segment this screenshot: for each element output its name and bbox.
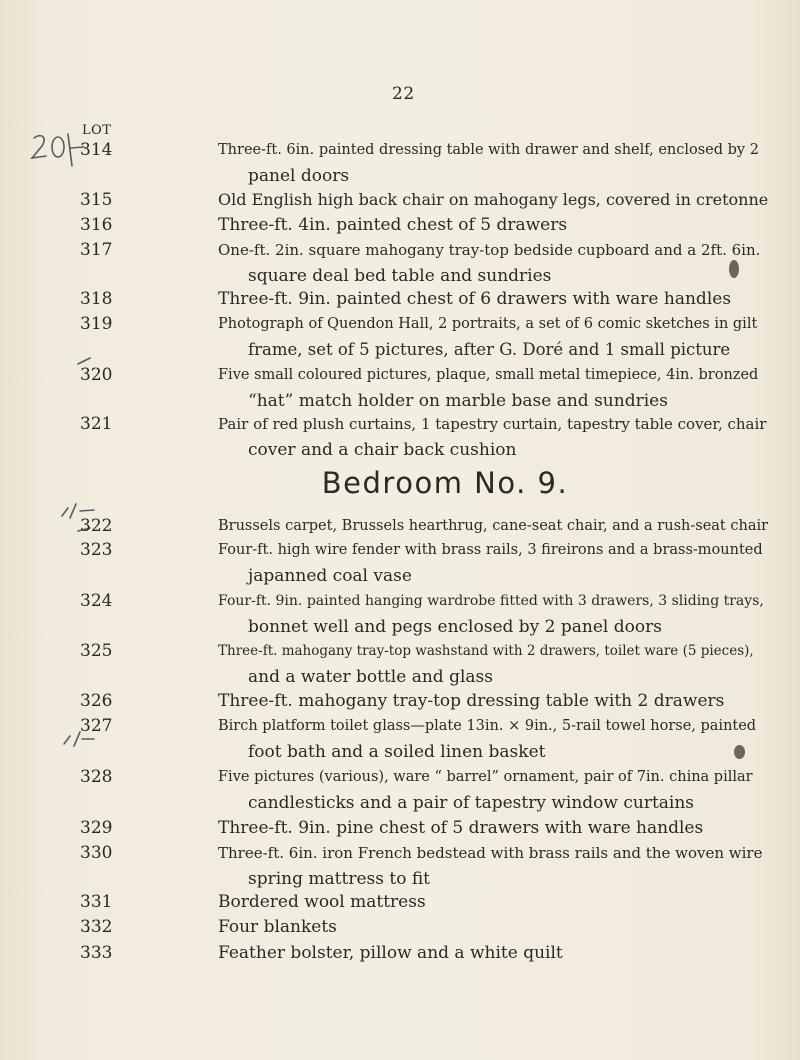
lot-description-line: japanned coal vase — [248, 566, 412, 586]
lot-description-line: Feather bolster, pillow and a white quilt — [218, 943, 563, 963]
lot-number: 329 — [80, 818, 113, 838]
lot-description — [218, 889, 770, 915]
lot-number: 328 — [80, 767, 113, 787]
lot-description — [218, 237, 770, 289]
lot-number: 326 — [80, 691, 113, 711]
lot-description — [218, 815, 770, 841]
lot-description-line: Three-ft. 9in. pine chest of 5 drawers with ware handles — [218, 818, 704, 838]
lot-description — [218, 537, 770, 589]
lot-number: 323 — [80, 540, 113, 560]
lot-description-line: Three-ft. 6in. painted dressing table with drawer and shelf, enclosed by 2 — [218, 142, 759, 158]
lot-description-line: foot bath and a soiled linen basket — [248, 742, 546, 762]
lot-description — [218, 914, 770, 940]
lot-description — [218, 311, 770, 363]
lot-description — [218, 513, 770, 539]
lot-description-line: frame, set of 5 pictures, after G. Doré and 1 small picture — [248, 340, 731, 359]
lot-number: 318 — [80, 289, 113, 309]
lot-description-line: Four-ft. 9in. painted hanging wardrobe fitted with 3 drawers, 3 sliding trays, — [218, 593, 764, 609]
lot-description — [218, 588, 770, 640]
lot-description-line: panel doors — [248, 166, 350, 186]
lot-number: 320 — [80, 365, 113, 385]
lot-description — [218, 688, 770, 714]
lot-description — [218, 940, 770, 966]
page-number: 22 — [392, 84, 415, 104]
lot-description-line: Three-ft. 6in. iron French bedstead with brass rails and the woven wire — [218, 844, 763, 862]
lot-column-heading: LOT — [82, 123, 112, 138]
lot-description-line: Photograph of Quendon Hall, 2 portraits, a set of 6 comic sketches in gilt — [218, 316, 758, 332]
lot-description-line: Birch platform toilet glass—plate 13in. × 9in., 5-rail towel horse, painted — [218, 718, 757, 734]
lot-description-line: Five small coloured pictures, plaque, small metal timepiece, 4in. bronzed — [218, 367, 759, 383]
lot-description-line: cover and a chair back cushion — [248, 440, 517, 460]
lot-number: 316 — [80, 215, 113, 235]
lot-description-line: Three-ft. 4in. painted chest of 5 drawers — [218, 215, 568, 235]
lot-number: 330 — [80, 843, 113, 863]
lot-description — [218, 840, 770, 892]
lot-description-line: Brussels carpet, Brussels hearthrug, cane-seat chair, and a rush-seat chair — [218, 518, 769, 534]
lot-description — [218, 187, 770, 213]
lot-number: 315 — [80, 190, 113, 210]
lot-number: 325 — [80, 641, 113, 661]
lot-description-line: Four-ft. high wire fender with brass rails, 3 fireirons and a brass-mounted — [218, 542, 763, 558]
lot-number: 327 — [80, 716, 113, 736]
lot-description-line: Pair of red plush curtains, 1 tapestry curtain, tapestry table cover, chair — [218, 415, 767, 433]
lot-number: 322 — [80, 516, 113, 536]
handwritten-slash — [68, 134, 72, 166]
lot-description-line: bonnet well and pegs enclosed by 2 panel doors — [248, 617, 662, 637]
lot-description-line: Three-ft. mahogany tray-top dressing table with 2 drawers — [218, 691, 725, 711]
lot-description-line: Three-ft. mahogany tray-top washstand with 2 drawers, toilet ware (5 pieces), — [218, 643, 754, 659]
lot-description — [218, 764, 770, 816]
lot-description-line: Three-ft. 9in. painted chest of 6 drawers with ware handles — [218, 289, 732, 309]
handwritten-two — [32, 136, 46, 158]
lot-number: 317 — [80, 240, 113, 260]
lot-description-line: One-ft. 2in. square mahogany tray-top bedside cupboard and a 2ft. 6in. — [218, 241, 761, 259]
lot-number: 324 — [80, 591, 113, 611]
lot-number: 332 — [80, 917, 113, 937]
lot-description — [218, 411, 770, 463]
lot-number: 319 — [80, 314, 113, 334]
lot-description-line: “hat” match holder on marble base and sundries — [248, 391, 668, 411]
lot-description-line: square deal bed table and sundries — [248, 266, 552, 286]
lot-description-line: Four blankets — [218, 917, 337, 937]
lot-description-line: and a water bottle and glass — [248, 667, 493, 687]
lot-description — [218, 212, 770, 238]
handwritten-zero — [52, 137, 64, 157]
lot-description — [218, 362, 770, 414]
section-heading: Bedroom No. 9. — [321, 466, 569, 500]
lot-number: 333 — [80, 943, 113, 963]
lot-number: 314 — [80, 140, 113, 160]
lot-description-line: spring mattress to fit — [248, 869, 431, 889]
lot-description — [218, 286, 770, 312]
lot-number: 321 — [80, 414, 113, 434]
lot-description-line: Bordered wool mattress — [218, 892, 426, 912]
lot-number: 331 — [80, 892, 113, 912]
lot-description-line: Old English high back chair on mahogany legs, covered in cretonne — [218, 190, 769, 209]
lot-description — [218, 713, 770, 765]
lot-description-line: candlesticks and a pair of tapestry window curtains — [248, 793, 695, 813]
lot-description-line: Five pictures (various), ware “ barrel” ornament, pair of 7in. china pillar — [218, 769, 753, 785]
lot-description — [218, 137, 770, 189]
lot-description — [218, 638, 770, 690]
